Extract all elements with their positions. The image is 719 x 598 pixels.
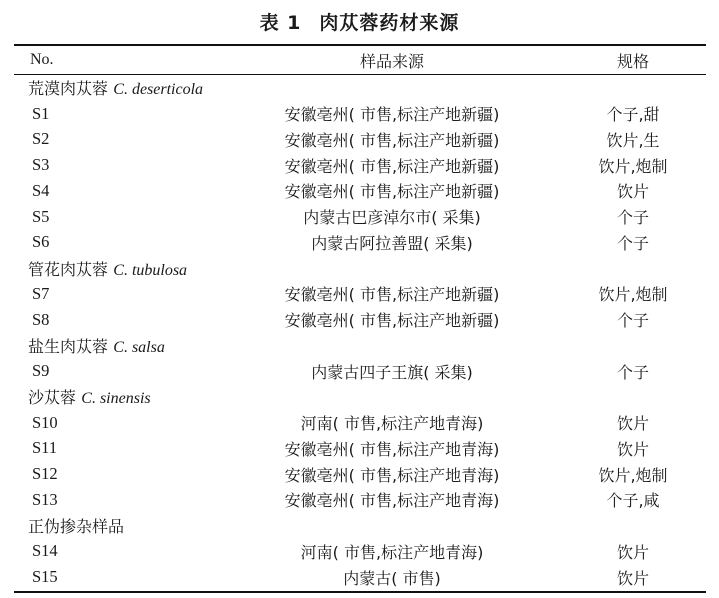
sample-source: 安徽亳州( 市售,标注产地青海) <box>284 491 500 511</box>
table-title <box>0 8 719 38</box>
group-name-chinese: 盐生肉苁蓉 <box>28 336 109 356</box>
table-row <box>14 487 706 513</box>
sample-source: 安徽亳州( 市售,标注产地新疆) <box>284 105 500 125</box>
sample-number: S8 <box>32 309 50 329</box>
table-row <box>14 358 706 384</box>
sample-source-table <box>14 46 706 74</box>
sample-number: S6 <box>32 232 50 252</box>
group-label <box>14 513 706 539</box>
group-row <box>14 255 706 281</box>
sample-source: 内蒙古阿拉善盟( 采集) <box>311 233 473 253</box>
group-row <box>14 333 706 359</box>
group-label <box>14 333 706 359</box>
group-label <box>14 255 706 281</box>
sample-source: 河南( 市售,标注产地青海) <box>300 414 484 434</box>
sample-number: S15 <box>32 567 58 587</box>
group-name-latin: C. salsa <box>113 338 165 356</box>
table-row <box>14 101 706 127</box>
sample-source: 安徽亳州( 市售,标注产地青海) <box>284 465 500 485</box>
table-caption: 肉苁蓉药材来源 <box>319 12 460 34</box>
table-row <box>14 461 706 487</box>
sample-spec: 饮片,炮制 <box>598 156 668 176</box>
sample-spec: 饮片 <box>617 414 650 434</box>
sample-source: 安徽亳州( 市售,标注产地新疆) <box>284 130 500 150</box>
sample-source: 河南( 市售,标注产地青海) <box>300 542 484 562</box>
table-row <box>14 152 706 178</box>
sample-source: 安徽亳州( 市售,标注产地新疆) <box>284 285 500 305</box>
group-name-chinese: 沙苁蓉 <box>28 388 77 408</box>
sample-number: S7 <box>32 283 50 303</box>
group-row <box>14 75 706 101</box>
sample-number: S11 <box>32 438 58 458</box>
group-name-latin: C. deserticola <box>113 81 204 99</box>
sample-source-body <box>14 75 706 590</box>
header-source: 样品来源 <box>359 51 424 71</box>
sample-source: 安徽亳州( 市售,标注产地新疆) <box>284 156 500 176</box>
sample-spec: 个子,甜 <box>606 105 660 125</box>
sample-number: S5 <box>32 206 50 226</box>
table-row <box>14 230 706 256</box>
sample-spec: 饮片,炮制 <box>598 285 668 305</box>
sample-source: 安徽亳州( 市售,标注产地新疆) <box>284 311 500 331</box>
sample-spec: 饮片,生 <box>606 130 660 150</box>
table-row <box>14 204 706 230</box>
table-row <box>14 178 706 204</box>
header-no: No. <box>30 51 54 68</box>
sample-spec: 个子 <box>617 233 650 253</box>
sample-spec: 饮片 <box>617 439 650 459</box>
sample-spec: 饮片 <box>617 542 650 562</box>
sample-source: 安徽亳州( 市售,标注产地新疆) <box>284 182 500 202</box>
table-row <box>14 539 706 565</box>
group-row <box>14 384 706 410</box>
sample-number: S4 <box>32 180 50 200</box>
sample-number: S10 <box>32 412 58 432</box>
sample-spec: 饮片 <box>617 568 650 588</box>
group-name-chinese: 管花肉苁蓉 <box>28 259 109 279</box>
table-row <box>14 436 706 462</box>
sample-source: 内蒙古( 市售) <box>343 568 441 588</box>
table-row <box>14 281 706 307</box>
group-label <box>14 384 706 410</box>
sample-number: S14 <box>32 541 58 561</box>
sample-source: 内蒙古巴彦淖尔市( 采集) <box>303 208 481 228</box>
group-label <box>14 75 706 101</box>
header-row <box>14 46 706 74</box>
sample-spec: 饮片 <box>617 182 650 202</box>
group-row <box>14 513 706 539</box>
sample-spec: 个子,咸 <box>606 491 660 511</box>
sample-number: S2 <box>32 129 50 149</box>
sample-number: S13 <box>32 489 58 509</box>
table-row <box>14 307 706 333</box>
group-name-latin: C. sinensis <box>81 390 151 408</box>
sample-source: 安徽亳州( 市售,标注产地青海) <box>284 439 500 459</box>
sample-spec: 个子 <box>617 311 650 331</box>
sample-number: S1 <box>32 103 50 123</box>
group-name-chinese: 荒漠肉苁蓉 <box>28 79 109 99</box>
table-number: 表 1 <box>259 12 302 34</box>
sample-spec: 个子 <box>617 208 650 228</box>
sample-spec: 饮片,炮制 <box>598 465 668 485</box>
data-table-container <box>14 44 706 593</box>
table-row <box>14 564 706 590</box>
group-name-chinese: 正伪掺杂样品 <box>28 517 125 537</box>
sample-number: S9 <box>32 361 50 381</box>
sample-spec: 个子 <box>617 362 650 382</box>
group-name-latin: C. tubulosa <box>113 261 188 279</box>
table-row <box>14 127 706 153</box>
header-spec: 规格 <box>616 51 649 71</box>
sample-number: S12 <box>32 464 58 484</box>
bottom-rule <box>14 591 706 593</box>
table-row <box>14 410 706 436</box>
sample-source: 内蒙古四子王旗( 采集) <box>311 362 473 382</box>
sample-number: S3 <box>32 155 50 175</box>
